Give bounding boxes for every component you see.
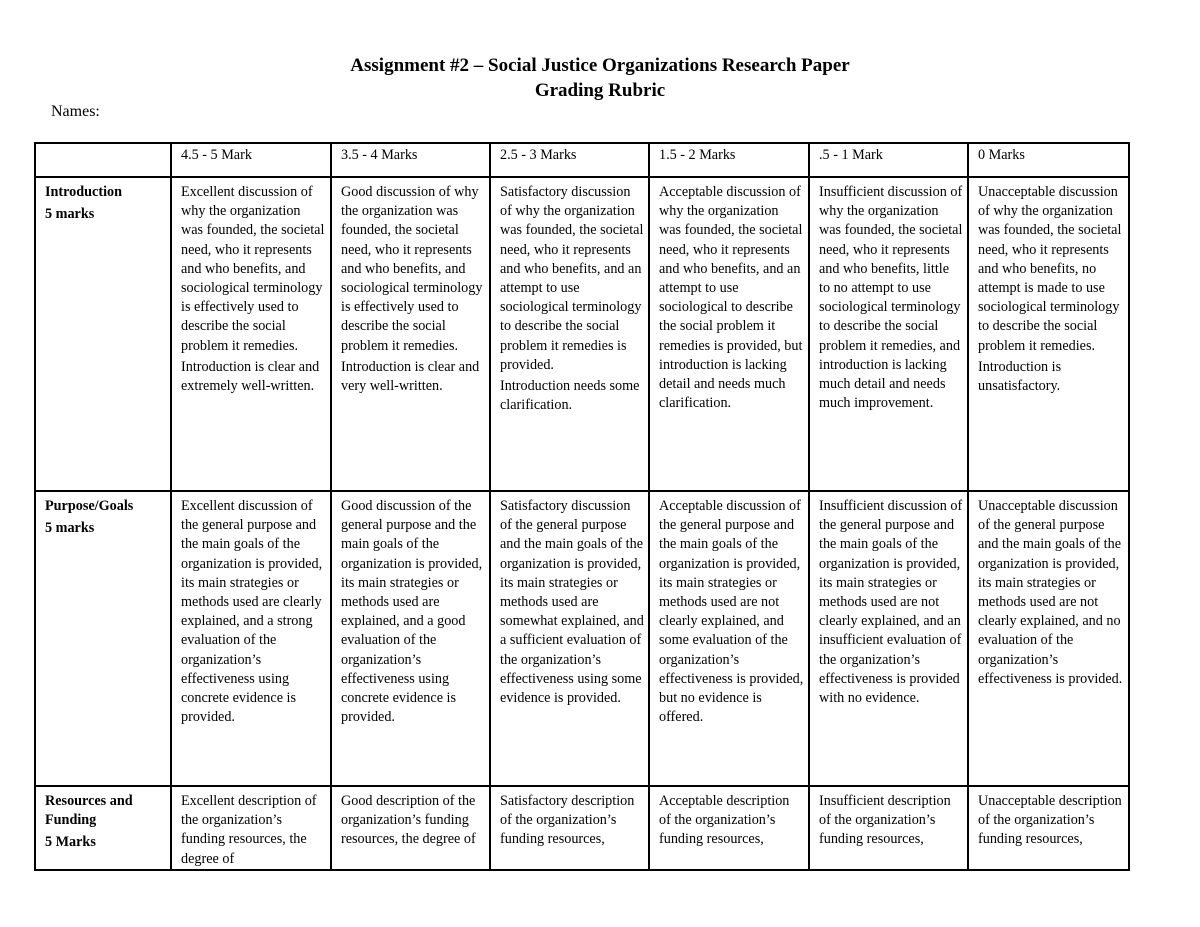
header-cell-score: 3.5 - 4 Marks <box>331 143 490 177</box>
header-cell-score: .5 - 1 Mark <box>809 143 968 177</box>
descriptor-cell <box>968 786 1129 870</box>
descriptor-text: Excellent discussion of why the organization was founded, the societal need, who it represents and who benefits, and sociological terminology is effectively used to describe the social problem it remedies. <box>181 184 325 354</box>
criterion-name: Introduction <box>45 184 122 200</box>
descriptor-text: Acceptable description of the organization’s funding resources, <box>659 793 790 848</box>
header-cell-score: 1.5 - 2 Marks <box>649 143 809 177</box>
descriptor-text: Unacceptable discussion of why the organization was founded, the societal need, who it represents and who benefits, no attempt is made to use sociological terminology to describe the social problem it remedies. <box>978 184 1122 354</box>
descriptor-cell <box>490 491 649 786</box>
descriptor-cell <box>968 491 1129 786</box>
criterion-marks: 5 Marks <box>45 834 96 851</box>
names-label: Names: <box>51 103 100 120</box>
descriptor-text: Acceptable discussion of the general purpose and the main goals of the organization is provided, its main strategies or methods used are not clearly explained, and some evaluation of the organization’s effectiveness is provided, but no evidence is offered. <box>659 498 804 726</box>
descriptor-text: Insufficient description of the organization’s funding resources, <box>819 793 951 848</box>
descriptor-text: Satisfactory description of the organization’s funding resources, <box>500 793 635 848</box>
descriptor-cell <box>490 177 649 491</box>
descriptor-text: Good discussion of the general purpose and the main goals of the organization is provided, its main strategies or methods used are explained, and a good evaluation of the organization’s effectiveness using concrete evidence is provided. <box>341 498 483 726</box>
descriptor-cell <box>649 177 809 491</box>
rubric-header-row <box>35 143 1129 177</box>
criterion-name: Purpose/Goals <box>45 498 134 514</box>
descriptor-cell <box>968 177 1129 491</box>
descriptor-cell <box>649 786 809 870</box>
descriptor-text: Acceptable discussion of why the organization was founded, the societal need, who it represents and who benefits, and an attempt to use sociological to describe the social problem it remedies is provided, but introduction is lacking detail and needs much clarification. <box>659 184 803 412</box>
descriptor-text: Good description of the organization’s funding resources, the degree of <box>341 793 476 848</box>
rubric-table <box>34 142 1130 871</box>
descriptor-text: Good discussion of why the organization was founded, the societal need, who it represents and who benefits, and sociological terminology is effectively used to describe the social problem it remedies. <box>341 184 483 354</box>
descriptor-cell <box>331 491 490 786</box>
descriptor-text: Introduction is clear and extremely well-written. <box>181 358 320 395</box>
criterion-marks: 5 marks <box>45 206 95 223</box>
descriptor-cell <box>809 786 968 870</box>
rubric-row-introduction <box>35 177 1129 491</box>
descriptor-text: Satisfactory discussion of the general purpose and the main goals of the organization is provided, its main strategies or methods used are somewhat explained, and a sufficient evaluation of the organization’s effectiveness using some evidence is provided. <box>500 498 644 707</box>
descriptor-cell <box>331 786 490 870</box>
descriptor-text: Introduction is unsatisfactory. <box>978 358 1062 395</box>
descriptor-text: Unacceptable description of the organization’s funding resources, <box>978 793 1122 848</box>
descriptor-text: Satisfactory discussion of why the organization was founded, the societal need, who it represents and who benefits, and an attempt to use sociological terminology to describe the social problem it remedies is provided. <box>500 184 644 373</box>
document-title: Assignment #2 – Social Justice Organizations Research Paper <box>350 55 850 76</box>
header-cell-score: 4.5 - 5 Mark <box>171 143 331 177</box>
descriptor-text: Insufficient discussion of the general purpose and the main goals of the organization is provided, its main strategies or methods used are not clearly explained, and an insufficient evaluation of the organization’s effectiveness is provided with no evidence. <box>819 498 963 707</box>
descriptor-cell <box>171 491 331 786</box>
descriptor-text: Excellent description of the organization’s funding resources, the degree of <box>181 793 317 867</box>
document-subtitle: Grading Rubric <box>534 80 666 101</box>
descriptor-text: Unacceptable discussion of the general purpose and the main goals of the organization is provided, its main strategies or methods used are not clearly explained, and no evaluation of the organization’s effectiveness is provided. <box>978 498 1123 687</box>
descriptor-text: Introduction is clear and very well-written. <box>341 358 480 395</box>
header-cell-empty <box>35 143 171 177</box>
rubric-row-purpose-goals <box>35 491 1129 786</box>
descriptor-cell <box>809 491 968 786</box>
descriptor-cell <box>809 177 968 491</box>
header-cell-score: 2.5 - 3 Marks <box>490 143 649 177</box>
header-cell-score: 0 Marks <box>968 143 1129 177</box>
descriptor-cell <box>331 177 490 491</box>
descriptor-cell <box>171 786 331 870</box>
descriptor-cell <box>171 177 331 491</box>
descriptor-cell <box>649 491 809 786</box>
descriptor-text: Introduction needs some clarification. <box>500 378 640 414</box>
descriptor-text: Excellent discussion of the general purpose and the main goals of the organization is provided, its main strategies or methods used are clearly explained, and a strong evaluation of the organization’s effectiveness using concrete evidence is provided. <box>181 498 323 726</box>
criterion-cell <box>35 786 171 870</box>
criterion-marks: 5 marks <box>45 520 95 537</box>
criterion-cell <box>35 491 171 786</box>
descriptor-cell <box>490 786 649 870</box>
criterion-name: Resources and Funding <box>45 793 133 829</box>
descriptor-text: Insufficient discussion of why the organization was founded, the societal need, who it represents and who benefits, little to no attempt to use sociological terminology to describe the social problem it remedies, and introduction is lacking much detail and needs much improvement. <box>819 184 963 412</box>
criterion-cell <box>35 177 171 491</box>
rubric-row-resources-funding <box>35 786 1129 870</box>
